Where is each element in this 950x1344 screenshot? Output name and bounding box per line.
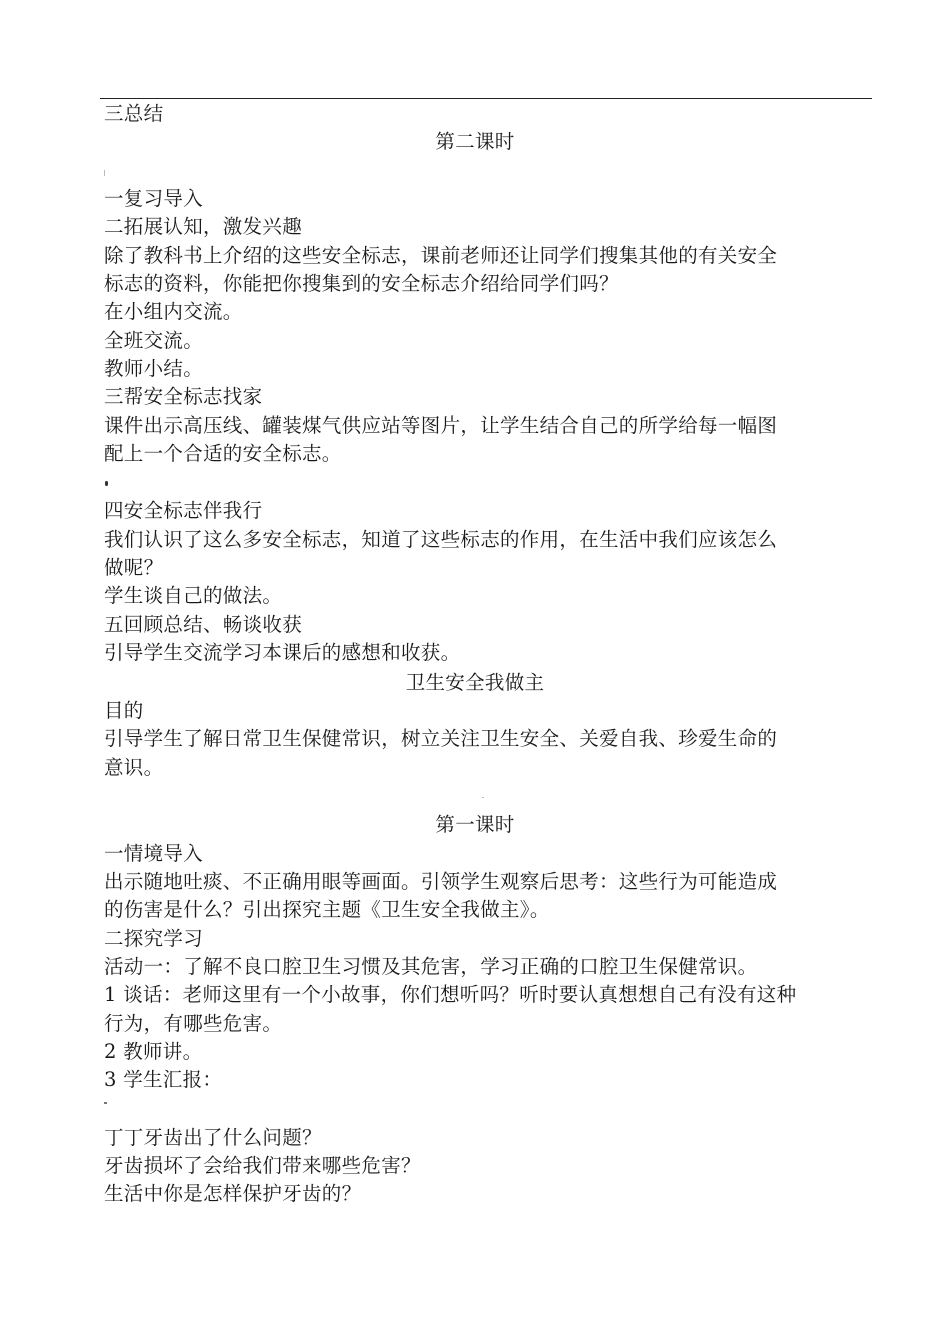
heading-purpose: 目的 — [104, 699, 144, 722]
heading-review-intro: 一复习导入 — [104, 187, 204, 210]
scan-mark — [104, 1102, 107, 1104]
heading-summary: 三总结 — [104, 102, 164, 125]
heading-expand-cognition: 二拓展认知，激发兴趣 — [104, 215, 303, 238]
paragraph-line: 出示随地吐痰、不正确用眼等画面。引领学生观察后思考：这些行为可能造成 — [104, 870, 778, 893]
scan-mark — [104, 170, 105, 176]
heading-situation-intro: 一情境导入 — [104, 842, 204, 865]
header-rule — [100, 98, 872, 99]
paragraph-line: 课件出示高压线、罐装煤气供应站等图片，让学生结合自己的所学给每一幅图 — [104, 414, 778, 437]
paragraph-line: 配上一个合适的安全标志。 — [104, 442, 342, 465]
scan-mark — [105, 481, 108, 486]
paragraph-line: 在小组内交流。 — [104, 300, 243, 323]
paragraph-line: 引导学生交流学习本课后的感想和收获。 — [104, 641, 461, 664]
paragraph-line: 意识。 — [104, 756, 164, 779]
question-line: 牙齿损坏了会给我们带来哪些危害？ — [104, 1154, 421, 1177]
paragraph-line: 教师小结。 — [104, 357, 204, 380]
paragraph-line: 3 学生汇报： — [104, 1068, 223, 1091]
paragraph-line: 1 谈话：老师这里有一个小故事，你们想听吗？听时要认真想想自己有没有这种 — [104, 983, 797, 1006]
paragraph-line: 学生谈自己的做法。 — [104, 584, 283, 607]
lesson-title-first: 第一课时 — [435, 813, 515, 836]
paragraph-line: 全班交流。 — [104, 329, 204, 352]
paragraph-line: 活动一：了解不良口腔卫生习惯及其危害，学习正确的口腔卫生保健常识。 — [104, 955, 758, 978]
question-line: 生活中你是怎样保护牙齿的？ — [104, 1182, 362, 1205]
scan-mark — [482, 797, 484, 798]
paragraph-line: 行为，有哪些危害。 — [104, 1012, 283, 1035]
lesson-title-second: 第二课时 — [435, 130, 515, 153]
paragraph-line: 做呢？ — [104, 556, 164, 579]
heading-sign-with-me: 四安全标志伴我行 — [104, 499, 263, 522]
section-title-hygiene: 卫生安全我做主 — [405, 671, 545, 694]
paragraph-line: 标志的资料，你能把你搜集到的安全标志介绍给同学们吗？ — [104, 272, 619, 295]
paragraph-line: 引导学生了解日常卫生保健常识，树立关注卫生安全、关爱自我、珍爱生命的 — [104, 727, 778, 750]
paragraph-line: 2 教师讲。 — [104, 1040, 203, 1063]
paragraph-line: 的伤害是什么？引出探究主题《卫生安全我做主》。 — [104, 898, 550, 921]
paragraph-line: 除了教科书上介绍的这些安全标志，课前老师还让同学们搜集其他的有关安全 — [104, 244, 778, 267]
heading-sign-home: 三帮安全标志找家 — [104, 385, 263, 408]
heading-review-harvest: 五回顾总结、畅谈收获 — [104, 613, 303, 636]
question-line: 丁丁牙齿出了什么问题？ — [104, 1126, 322, 1149]
heading-explore-learning: 二探究学习 — [104, 927, 204, 950]
paragraph-line: 我们认识了这么多安全标志，知道了这些标志的作用，在生活中我们应该怎么 — [104, 528, 778, 551]
